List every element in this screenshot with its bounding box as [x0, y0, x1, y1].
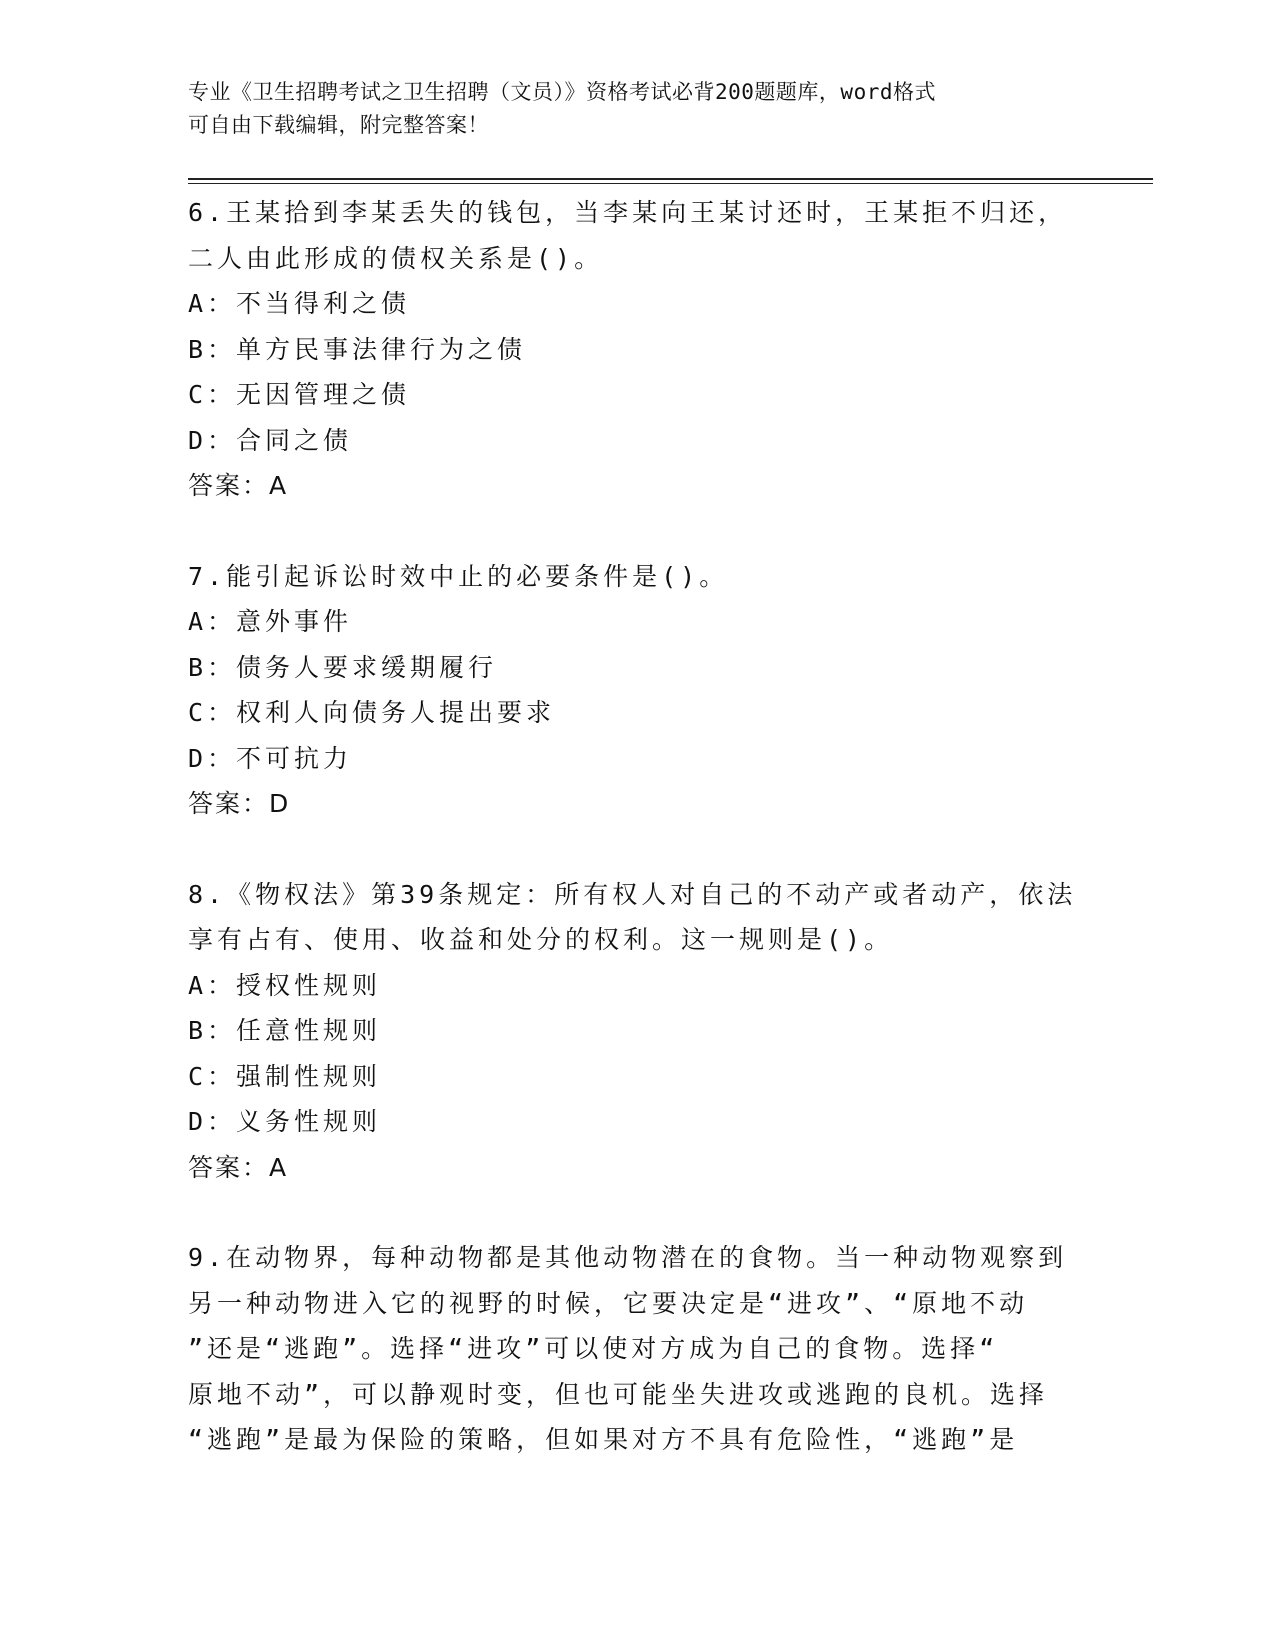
question-text-line: 享有占有、使用、收益和处分的权利。这一规则是()。 [188, 925, 894, 954]
header-line-1: 专业《卫生招聘考试之卫生招聘（文员）》资格考试必背200题题库，word格式 [188, 80, 936, 104]
option-a: A：不当得利之债 [188, 289, 411, 318]
option-b: B：债务人要求缓期履行 [188, 652, 498, 682]
option-c: C：权利人向债务人提出要求 [188, 698, 556, 727]
answer: 答案：D [188, 789, 291, 818]
answer: 答案：A [188, 1152, 289, 1182]
header-divider-thick [188, 178, 1153, 180]
option-d: D：义务性规则 [188, 1107, 382, 1136]
option-a: A：意外事件 [188, 607, 353, 636]
question-text-line: 另一种动物进入它的视野的时候，它要决定是“进攻”、“原地不动 [188, 1288, 1029, 1318]
option-c: C：无因管理之债 [188, 380, 411, 409]
question-text-line: ”还是“逃跑”。选择“进攻”可以使对方成为自己的食物。选择“ [188, 1334, 999, 1363]
option-d: D：合同之债 [188, 425, 353, 455]
question-9 [188, 1235, 1068, 1463]
question-text-line: 原地不动”，可以静观时变，但也可能坐失进攻或逃跑的良机。选择 [188, 1379, 1049, 1409]
option-b: B：任意性规则 [188, 1016, 382, 1045]
question-6 [188, 190, 1068, 509]
question-text-line: “逃跑”是最为保险的策略，但如果对方不具有危险性，“逃跑”是 [188, 1425, 1019, 1454]
answer: 答案：A [188, 471, 289, 500]
question-text-line: 9.在动物界，每种动物都是其他动物潜在的食物。当一种动物观察到 [188, 1243, 1068, 1272]
question-text-line: 6.王某拾到李某丢失的钱包，当李某向王某讨还时，王某拒不归还， [188, 198, 1068, 227]
option-a: A：授权性规则 [188, 970, 382, 1000]
question-text-line: 二人由此形成的债权关系是()。 [188, 243, 604, 273]
question-8 [188, 872, 1077, 1191]
question-text-line: 7.能引起诉讼时效中止的必要条件是()。 [188, 561, 729, 591]
question-text-line: 8.《物权法》第39条规定：所有权人对自己的不动产或者动产，依法 [188, 879, 1077, 909]
option-b: B：单方民事法律行为之债 [188, 334, 527, 364]
question-list [188, 190, 1077, 1508]
question-7 [188, 554, 1068, 827]
document-header [188, 76, 1068, 142]
option-c: C：强制性规则 [188, 1061, 382, 1091]
header-divider-thin [188, 183, 1153, 184]
header-line-2: 可自由下载编辑，附完整答案！ [188, 113, 489, 137]
option-d: D：不可抗力 [188, 743, 353, 773]
